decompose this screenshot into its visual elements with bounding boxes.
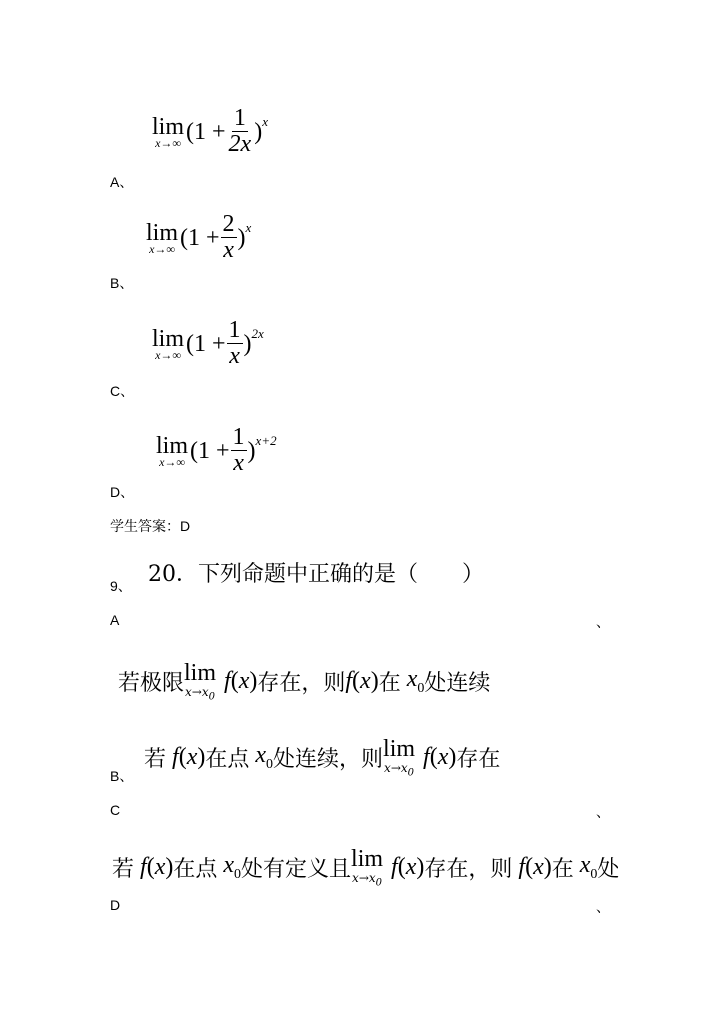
q20-statement-a: 若极限 lim $x\to x_0$ f ( x ) 存在，则 f ( x ) 在 $x_0$ 处连续 (118, 660, 491, 703)
statement-text: 存在 (456, 746, 501, 772)
option-label-c: C、 (110, 383, 135, 399)
formula-a: lim x→∞ (1 + $\frac{1}{2x}$ ) x (152, 105, 268, 158)
q20-option-label-d: D (110, 897, 121, 913)
lim-symbol: lim $x\to x_0$ (351, 846, 384, 889)
q20-statement-c: 若 f ( x ) 在点 $x_0$ 处有定义且 lim $x\to x_0$ f ( x ) 存在，则 f ( x ) 在 $x_0$ 处 (112, 846, 620, 889)
q20-option-mark-d: 、 (596, 899, 610, 915)
statement-text: 若 (112, 856, 135, 882)
statement-text: 在 (378, 670, 401, 696)
statement-text: 若极限 (118, 670, 185, 696)
q20-option-label-b: B、 (110, 768, 134, 784)
statement-text: 在 (551, 856, 574, 882)
statement-text: 处 (597, 856, 620, 882)
option-label-b: B、 (110, 275, 134, 291)
lim-symbol: lim $x\to x_0$ (383, 736, 416, 779)
statement-text: 处连续，则 (273, 746, 384, 772)
statement-text: 在点 (205, 746, 250, 772)
statement-text: 若 (144, 746, 167, 772)
q20-statement-b: 若 f ( x ) 在点 $x_0$ 处连续，则 lim $x\to x_0$ f ( x ) 存在 (144, 736, 501, 779)
q20-option-label-a: A (110, 612, 120, 628)
formula-b: lim x→∞ (1 + $\frac{2}{x}$ ) x (146, 211, 252, 264)
q20-option-label-c: C (110, 802, 121, 818)
statement-text: 处连续 (424, 670, 491, 696)
lim-symbol: lim $x\to x_0$ (184, 660, 217, 703)
q20-option-mark-c: 、 (596, 804, 610, 820)
option-label-d: D、 (110, 484, 135, 500)
question-stem: 20．下列命题中正确的是（ ） (148, 562, 484, 587)
question-index: 9、 (110, 578, 132, 594)
option-label-a: A、 (110, 174, 134, 190)
statement-text: 存在，则 (424, 856, 513, 882)
formula-c: lim x→∞ (1 + $\frac{1}{x}$ ) 2x (152, 317, 264, 370)
student-answer: 学生答案：D (110, 518, 191, 534)
q20-option-mark-a: 、 (596, 614, 610, 630)
statement-text: 在点 (173, 856, 218, 882)
statement-text: 处有定义且 (241, 856, 352, 882)
statement-text: 存在，则 (257, 670, 346, 696)
formula-d: lim x→∞ (1 + $\frac{1}{x}$ ) x+2 (156, 424, 277, 477)
